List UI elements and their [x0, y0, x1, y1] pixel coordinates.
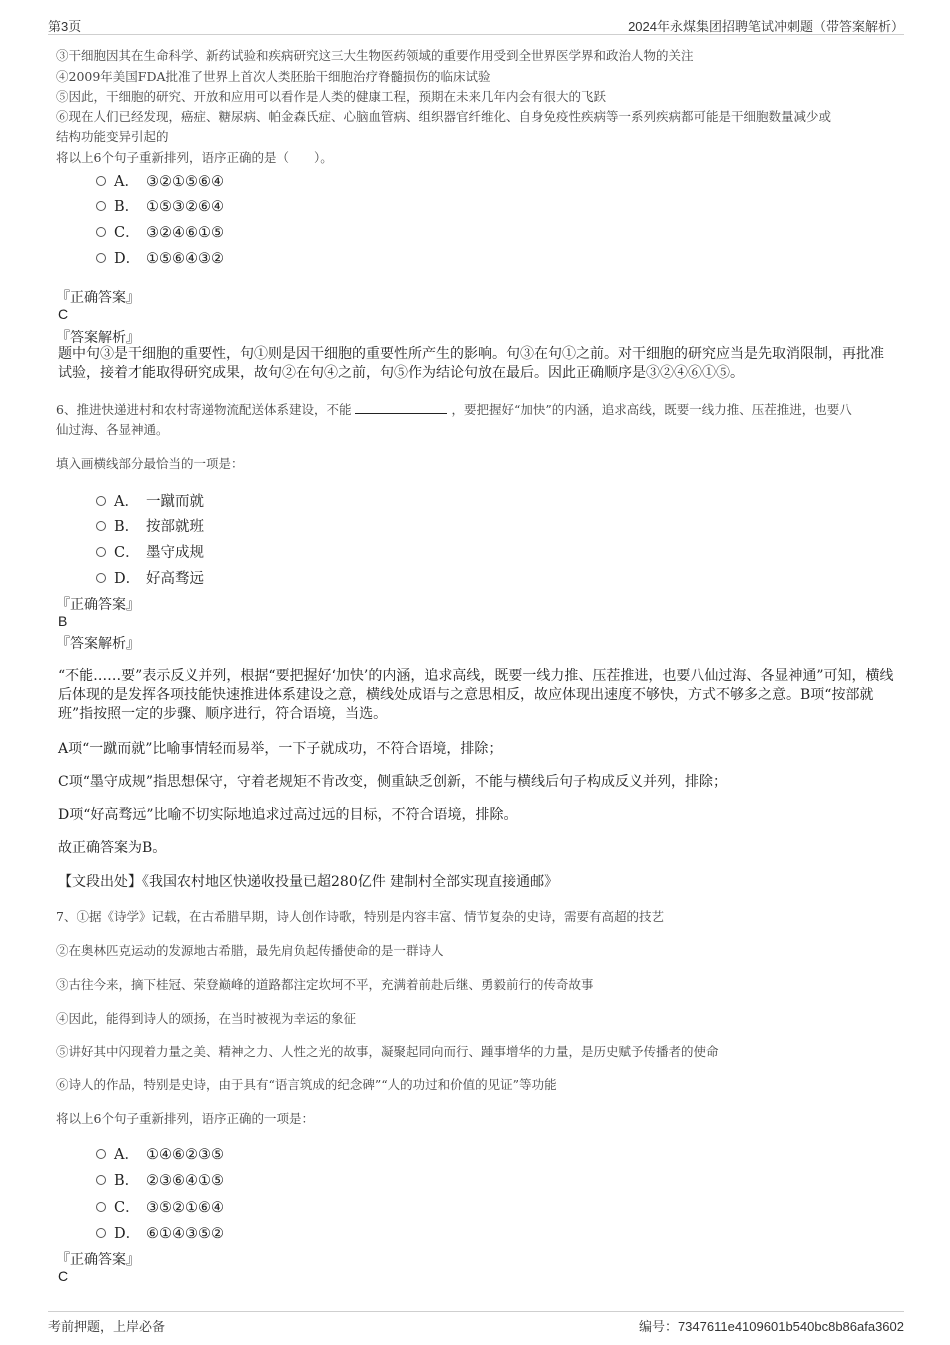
q5-statement-5: ⑤因此，干细胞的研究、开放和应用可以看作是人类的健康工程，预期在未来几年内会有很大的飞跃 [56, 89, 607, 104]
q6-option-c[interactable]: C． 墨守成规 [96, 541, 204, 563]
radio-icon[interactable] [96, 496, 106, 506]
q6-option-b[interactable]: B． 按部就班 [96, 515, 204, 537]
radio-icon[interactable] [96, 1202, 106, 1212]
q5-option-c[interactable]: C． ③②④⑥①⑤ [96, 221, 224, 243]
fill-blank [355, 401, 447, 414]
q7-statement-5: ⑤讲好其中闪现着力量之美、精神之力、人性之光的故事，凝聚起同向而行、踵事增华的力量，是历史赋予传播者的使命 [56, 1044, 719, 1059]
q7-option-a[interactable]: A． ①④⑥②③⑤ [96, 1143, 224, 1165]
q5-option-b[interactable]: B． ①⑤③②⑥④ [96, 195, 224, 217]
q6-option-d[interactable]: D． 好高骛远 [96, 567, 204, 589]
q6-answer-label: 『正确答案』 [56, 597, 140, 613]
q7-statement-6: ⑥诗人的作品，特别是史诗，由于具有“语言筑成的纪念碑”“人的功过和价值的见证”等功能 [56, 1077, 557, 1092]
q5-option-a[interactable]: A． ③②①⑤⑥④ [96, 170, 224, 192]
q6-analysis-label: 『答案解析』 [56, 636, 140, 652]
q5-statement-6b: 结构功能变异引起的 [56, 129, 169, 144]
q6-prompt: 填入画横线部分最恰当的一项是： [56, 456, 244, 471]
q7-option-c[interactable]: C． ③⑤②①⑥④ [96, 1196, 224, 1218]
page-number: 第3页 [48, 19, 82, 34]
q6-option-a[interactable]: A． 一蹴而就 [96, 490, 204, 512]
q5-statement-4: ④2009年美国FDA批准了世界上首次人类胚胎干细胞治疗脊髓损伤的临床试验 [56, 69, 491, 84]
radio-icon[interactable] [96, 253, 106, 263]
q6-analysis-1: “不能……要”表示反义并列，根据“要把握好‘加快’的内涵，追求高线，既要一线力推、压茬推进，也要八仙过海、各显神通”可知，横线后体现的是发挥各项技能快速推进体系建设之意，横线处成语与之意思相反，故应体现出速度不够快，方式不够多之意。B项“按部就班”指按照一定的步骤、顺序进行，符合语境，当选。 [58, 668, 894, 722]
q7-statement-1: 7、①据《诗学》记载，在古希腊早期，诗人创作诗歌，特别是内容丰富、情节复杂的史诗，需要有高超的技艺 [56, 909, 664, 924]
q5-statement-3: ③干细胞因其在生命科学、新药试验和疾病研究这三大生物医药领域的重要作用受到全世界医学界和政治人物的关注 [56, 48, 694, 63]
q6-answer: B [58, 613, 68, 629]
page-header [48, 14, 904, 35]
q7-option-d[interactable]: D． ⑥①④③⑤② [96, 1222, 224, 1244]
q5-analysis-label: 『答案解析』 [56, 330, 140, 346]
q7-prompt: 将以上6个句子重新排列，语序正确的一项是： [56, 1111, 314, 1126]
q6-analysis-2: A项“一蹴而就”比喻事情轻而易举，一下子就成功，不符合语境，排除； [58, 741, 503, 757]
radio-icon[interactable] [96, 227, 106, 237]
footer-slogan: 考前押题，上岸必备 [48, 1319, 166, 1334]
radio-icon[interactable] [96, 1228, 106, 1238]
q5-prompt: 将以上6个句子重新排列，语序正确的是（ ）。 [56, 150, 333, 165]
radio-icon[interactable] [96, 201, 106, 211]
q7-option-b[interactable]: B． ②③⑥④①⑤ [96, 1169, 224, 1191]
q7-statement-3: ③古往今来，摘下桂冠、荣登巅峰的道路都注定坎坷不平，充满着前赴后继、勇毅前行的传奇故事 [56, 977, 594, 992]
q7-statement-2: ②在奥林匹克运动的发源地古希腊，最先肩负起传播使命的是一群诗人 [56, 943, 444, 958]
q7-answer: C [58, 1268, 69, 1284]
radio-icon[interactable] [96, 176, 106, 186]
q7-statement-4: ④因此，能得到诗人的颂扬，在当时被视为幸运的象征 [56, 1011, 357, 1026]
q5-answer-label: 『正确答案』 [56, 290, 140, 306]
radio-icon[interactable] [96, 573, 106, 583]
document-code: 编号：7347611e4109601b540bc8b86afa3602 [638, 1319, 904, 1334]
q5-analysis: 题中句③是干细胞的重要性，句①则是因干细胞的重要性所产生的影响。句③在句①之前。对干细胞的研究应当是先取消限制，再批准试验，接着才能取得研究成果，故句②在句④之前，句⑤作为结论句放在最后。因此正确顺序是③②④⑥①⑤。 [58, 346, 884, 381]
radio-icon[interactable] [96, 1175, 106, 1185]
document-title: 2024年永煤集团招聘笔试冲刺题（带答案解析） [628, 19, 904, 34]
q6-analysis-3: C项“墨守成规”指思想保守，守着老规矩不肯改变，侧重缺乏创新，不能与横线后句子构成反义并列，排除； [58, 774, 728, 790]
page-footer [48, 1311, 904, 1336]
q7-answer-label: 『正确答案』 [56, 1252, 140, 1268]
radio-icon[interactable] [96, 521, 106, 531]
q5-option-d[interactable]: D． ①⑤⑥④③② [96, 247, 224, 269]
q5-answer: C [58, 306, 69, 322]
q6-stem-cont: 仙过海、各显神通。 [56, 422, 169, 437]
q6-source: 【文段出处】《我国农村地区快递收投量已超280亿件 建制村全部实现直接通邮》 [58, 874, 559, 890]
q6-analysis-5: 故正确答案为B。 [58, 840, 167, 856]
radio-icon[interactable] [96, 547, 106, 557]
radio-icon[interactable] [96, 1149, 106, 1159]
q6-analysis-4: D项“好高骛远”比喻不切实际地追求过高过远的目标，不符合语境，排除。 [58, 807, 518, 823]
q6-stem: 6、推进快递进村和农村寄递物流配送体系建设，不能 ，要把握好“加快”的内涵，追求高线，既要一线力推、压茬推进，也要八 [56, 402, 852, 417]
q5-statement-6a: ⑥现在人们已经发现，癌症、糖尿病、帕金森氏症、心脑血管病、组织器官纤维化、自身免疫性疾病等一系列疾病都可能是干细胞数量减少或 [56, 109, 832, 124]
